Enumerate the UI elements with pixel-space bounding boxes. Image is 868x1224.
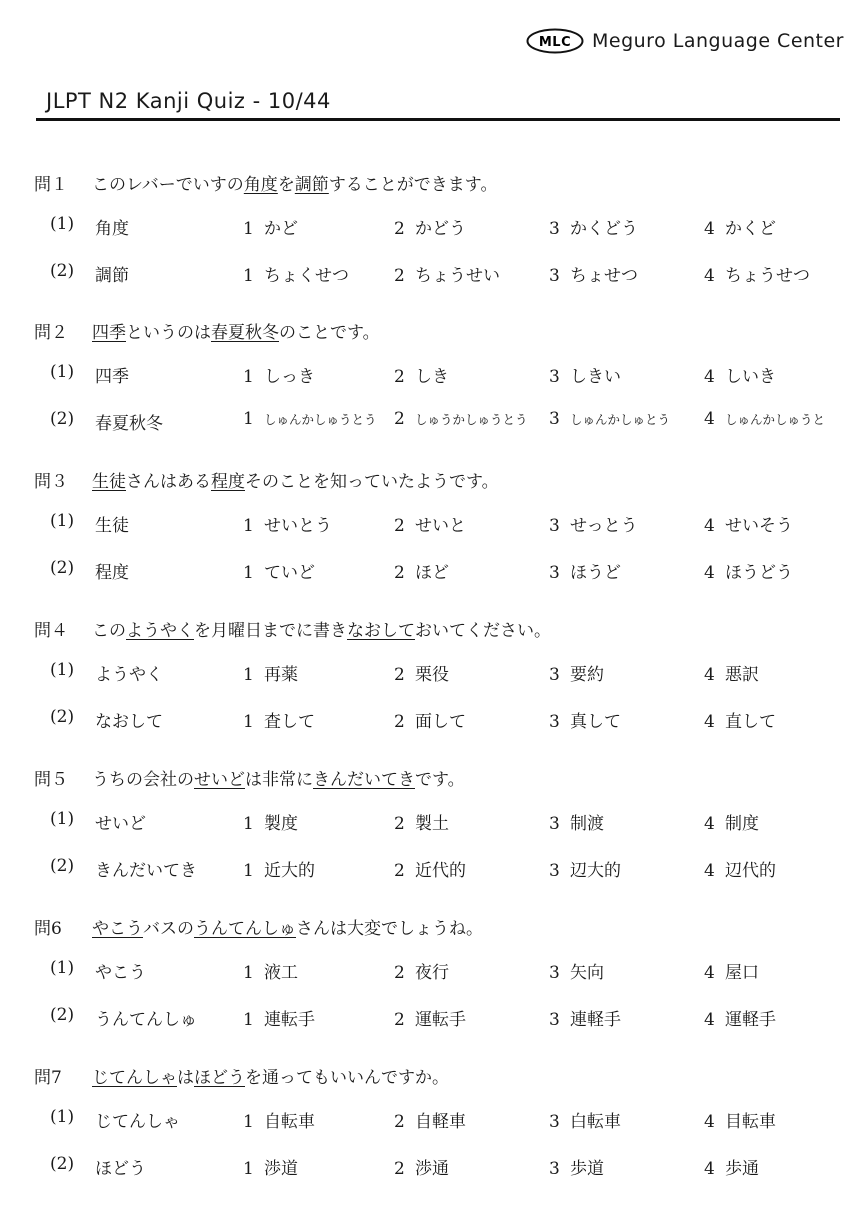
answer-choice-1[interactable] bbox=[243, 1005, 399, 1030]
choice-text: 栗役 bbox=[415, 665, 449, 685]
answer-choice-1[interactable] bbox=[243, 958, 399, 983]
item-word: 程度 bbox=[95, 563, 129, 583]
choice-number: 1 bbox=[243, 1112, 254, 1132]
item-word: やこう bbox=[95, 963, 146, 983]
answer-choice-3[interactable] bbox=[549, 511, 705, 536]
choice-text: 悪訳 bbox=[725, 665, 759, 685]
question-6-item-1 bbox=[50, 958, 850, 984]
choice-text: しっき bbox=[264, 367, 315, 387]
choice-text: 目転車 bbox=[725, 1112, 776, 1132]
question-number: 問7 bbox=[34, 1068, 62, 1088]
choice-text: ちょくせつ bbox=[264, 266, 349, 286]
choice-number: 2 bbox=[394, 409, 405, 429]
answer-choice-1[interactable] bbox=[243, 809, 399, 834]
question-4-item-2 bbox=[50, 707, 850, 733]
choice-number: 3 bbox=[549, 861, 560, 881]
underlined-target-word: ほどう bbox=[194, 1068, 245, 1088]
question-number: 問３ bbox=[34, 472, 68, 492]
item-label: (1) bbox=[50, 958, 75, 978]
answer-choice-1[interactable] bbox=[243, 707, 399, 732]
choice-text: ほど bbox=[415, 563, 449, 583]
choice-number: 4 bbox=[704, 367, 715, 387]
question-text bbox=[92, 1063, 449, 1088]
question-text bbox=[92, 318, 380, 343]
choice-number: 2 bbox=[394, 814, 405, 834]
answer-choice-2[interactable] bbox=[394, 511, 550, 536]
item-label: (2) bbox=[50, 261, 75, 281]
underlined-target-word: 角度 bbox=[243, 175, 278, 195]
question-1-item-2 bbox=[50, 261, 850, 287]
choice-number: 3 bbox=[549, 712, 560, 732]
choice-text: 矢向 bbox=[570, 963, 604, 983]
answer-choice-1[interactable] bbox=[243, 511, 399, 536]
item-word: なおして bbox=[95, 712, 163, 732]
question-6-item-2 bbox=[50, 1005, 850, 1031]
sentence-fragment: バスの bbox=[143, 919, 194, 939]
choice-number: 2 bbox=[394, 1112, 405, 1132]
question-1-sentence bbox=[34, 170, 497, 195]
sentence-fragment: することができます。 bbox=[328, 175, 498, 195]
question-4-item-1 bbox=[50, 660, 850, 686]
answer-choice-3[interactable] bbox=[549, 660, 705, 685]
choice-number: 4 bbox=[704, 1159, 715, 1179]
choice-number: 4 bbox=[704, 665, 715, 685]
answer-choice-3[interactable] bbox=[549, 362, 705, 387]
choice-text: 近代的 bbox=[415, 861, 466, 881]
choice-number: 3 bbox=[549, 665, 560, 685]
answer-choice-3[interactable] bbox=[549, 1154, 705, 1179]
answer-choice-3[interactable] bbox=[549, 958, 705, 983]
choice-text: 歩通 bbox=[725, 1159, 759, 1179]
answer-choice-1[interactable] bbox=[243, 409, 399, 429]
answer-choice-4[interactable] bbox=[704, 1005, 860, 1030]
choice-text: 運軽手 bbox=[725, 1010, 776, 1030]
answer-choice-2[interactable] bbox=[394, 261, 550, 286]
choice-text: ちょうせつ bbox=[725, 266, 810, 286]
underlined-target-word: 生徒 bbox=[92, 472, 126, 492]
question-text bbox=[92, 467, 499, 492]
question-7-item-2 bbox=[50, 1154, 850, 1180]
sentence-fragment: この bbox=[92, 621, 126, 641]
answer-choice-4[interactable] bbox=[704, 1107, 860, 1132]
item-label: (2) bbox=[50, 409, 75, 429]
choice-number: 3 bbox=[549, 1010, 560, 1030]
choice-number: 4 bbox=[704, 219, 715, 239]
choice-text: 直して bbox=[725, 712, 776, 732]
answer-choice-4[interactable] bbox=[704, 660, 860, 685]
choice-text: せいと bbox=[415, 516, 466, 536]
question-2-sentence bbox=[34, 318, 380, 343]
item-word: うんてんしゅ bbox=[95, 1010, 197, 1030]
choice-number: 1 bbox=[243, 563, 254, 583]
choice-text: かくどう bbox=[570, 219, 638, 239]
underlined-target-word: うんてんしゅ bbox=[194, 919, 296, 939]
item-label: (1) bbox=[50, 1107, 75, 1127]
choice-number: 1 bbox=[243, 963, 254, 983]
item-label: (2) bbox=[50, 856, 75, 876]
underlined-target-word: 春夏秋冬 bbox=[211, 323, 279, 343]
choice-number: 3 bbox=[549, 1159, 560, 1179]
choice-number: 1 bbox=[243, 219, 254, 239]
answer-choice-3[interactable] bbox=[549, 707, 705, 732]
answer-choice-1[interactable] bbox=[243, 1107, 399, 1132]
answer-choice-2[interactable] bbox=[394, 1005, 550, 1030]
question-7-item-1 bbox=[50, 1107, 850, 1133]
answer-choice-2[interactable] bbox=[394, 1107, 550, 1132]
choice-number: 2 bbox=[394, 516, 405, 536]
choice-number: 4 bbox=[704, 814, 715, 834]
underlined-target-word: せいど bbox=[194, 770, 245, 790]
item-word: せいど bbox=[95, 814, 146, 834]
underlined-target-word: 程度 bbox=[211, 472, 245, 492]
quiz-title: JLPT N2 Kanji Quiz - 10/44 bbox=[46, 89, 331, 113]
choice-text: 製土 bbox=[415, 814, 449, 834]
answer-choice-3[interactable] bbox=[549, 409, 705, 429]
sentence-fragment: さんは大変でしょうね。 bbox=[296, 919, 483, 939]
question-text bbox=[92, 616, 551, 641]
choice-text: 夜行 bbox=[415, 963, 449, 983]
choice-text: かどう bbox=[415, 219, 466, 239]
choice-number: 3 bbox=[549, 814, 560, 834]
logo-text: MLC bbox=[538, 35, 572, 50]
item-word: ほどう bbox=[95, 1159, 146, 1179]
title-bar bbox=[36, 84, 840, 121]
choice-number: 1 bbox=[243, 1010, 254, 1030]
choice-text: 辺代的 bbox=[725, 861, 776, 881]
question-3-item-1 bbox=[50, 511, 850, 537]
choice-number: 3 bbox=[549, 367, 560, 387]
choice-text: ちょせつ bbox=[570, 266, 638, 286]
sentence-fragment: は非常に bbox=[245, 770, 313, 790]
choice-text: ちょうせい bbox=[415, 266, 500, 286]
choice-number: 4 bbox=[704, 963, 715, 983]
answer-choice-2[interactable] bbox=[394, 362, 550, 387]
choice-text: 製度 bbox=[264, 814, 298, 834]
answer-choice-4[interactable] bbox=[704, 214, 860, 239]
choice-text: 屋口 bbox=[725, 963, 759, 983]
sentence-fragment: さんはある bbox=[126, 472, 211, 492]
question-2-item-2 bbox=[50, 409, 850, 435]
item-word: 調節 bbox=[95, 266, 129, 286]
answer-choice-2[interactable] bbox=[394, 856, 550, 881]
item-label: (2) bbox=[50, 707, 75, 727]
answer-choice-4[interactable] bbox=[704, 958, 860, 983]
answer-choice-4[interactable] bbox=[704, 1154, 860, 1179]
choice-number: 3 bbox=[549, 563, 560, 583]
answer-choice-4[interactable] bbox=[704, 707, 860, 732]
answer-choice-1[interactable] bbox=[243, 214, 399, 239]
question-number: 問４ bbox=[34, 621, 68, 641]
answer-choice-2[interactable] bbox=[394, 558, 550, 583]
choice-number: 2 bbox=[394, 665, 405, 685]
mlc-logo-icon bbox=[526, 28, 584, 54]
sentence-fragment: です。 bbox=[415, 770, 465, 790]
choice-text: 面して bbox=[415, 712, 466, 732]
choice-text: かど bbox=[264, 219, 298, 239]
item-label: (1) bbox=[50, 809, 75, 829]
choice-number: 1 bbox=[243, 814, 254, 834]
sentence-fragment: このレバーでいすの bbox=[92, 175, 244, 195]
choice-text: 真して bbox=[570, 712, 621, 732]
choice-text: 歩道 bbox=[570, 1159, 604, 1179]
choice-number: 3 bbox=[549, 516, 560, 536]
answer-choice-2[interactable] bbox=[394, 707, 550, 732]
choice-text: 渉道 bbox=[264, 1159, 298, 1179]
underlined-target-word: やこう bbox=[92, 919, 143, 939]
choice-number: 4 bbox=[704, 563, 715, 583]
underlined-target-word: きんだいてき bbox=[313, 770, 415, 790]
choice-number: 3 bbox=[549, 1112, 560, 1132]
choice-text: 自軽車 bbox=[415, 1112, 466, 1132]
choice-number: 4 bbox=[704, 266, 715, 286]
answer-choice-1[interactable] bbox=[243, 660, 399, 685]
choice-text: 要約 bbox=[570, 665, 604, 685]
question-text bbox=[92, 765, 465, 790]
sentence-fragment: を月曜日までに書き bbox=[194, 621, 347, 641]
choice-text: 連軽手 bbox=[570, 1010, 621, 1030]
answer-choice-2[interactable] bbox=[394, 1154, 550, 1179]
choice-text: しき bbox=[415, 367, 449, 387]
answer-choice-1[interactable] bbox=[243, 362, 399, 387]
item-word: きんだいてき bbox=[95, 861, 197, 881]
underlined-target-word: ようやく bbox=[126, 621, 194, 641]
choice-text: せいとう bbox=[264, 516, 332, 536]
choice-text: せいそう bbox=[725, 516, 793, 536]
item-word: ようやく bbox=[95, 665, 163, 685]
question-5-item-1 bbox=[50, 809, 850, 835]
choice-number: 4 bbox=[704, 1112, 715, 1132]
answer-choice-4[interactable] bbox=[704, 511, 860, 536]
question-1-item-1 bbox=[50, 214, 850, 240]
question-3-item-2 bbox=[50, 558, 850, 584]
choice-number: 3 bbox=[549, 409, 560, 429]
organization-name: Meguro Language Center bbox=[592, 30, 844, 52]
choice-text: 制渡 bbox=[570, 814, 604, 834]
choice-text: ほうど bbox=[570, 563, 621, 583]
sentence-fragment: のことです。 bbox=[279, 323, 380, 343]
choice-text: 連転手 bbox=[264, 1010, 315, 1030]
item-label: (1) bbox=[50, 214, 75, 234]
answer-choice-4[interactable] bbox=[704, 856, 860, 881]
answer-choice-4[interactable] bbox=[704, 558, 860, 583]
choice-text: しゅうかしゅうとう bbox=[415, 412, 528, 427]
choice-text: しいき bbox=[725, 367, 776, 387]
question-4-sentence bbox=[34, 616, 551, 641]
choice-text: しゅんかしゅうと bbox=[725, 412, 826, 427]
answer-choice-3[interactable] bbox=[549, 261, 705, 286]
item-label: (2) bbox=[50, 558, 75, 578]
underlined-target-word: 調節 bbox=[294, 175, 329, 195]
choice-number: 2 bbox=[394, 367, 405, 387]
item-word: 春夏秋冬 bbox=[95, 414, 163, 434]
header bbox=[526, 28, 844, 54]
item-word: じてんしゃ bbox=[95, 1112, 180, 1132]
underlined-target-word: なおして bbox=[347, 621, 415, 641]
choice-text: 自転車 bbox=[264, 1112, 315, 1132]
choice-number: 1 bbox=[243, 861, 254, 881]
answer-choice-3[interactable] bbox=[549, 809, 705, 834]
question-5-item-2 bbox=[50, 856, 850, 882]
choice-text: しゅんかしゅとう bbox=[570, 412, 671, 427]
item-label: (1) bbox=[50, 362, 75, 382]
choice-number: 1 bbox=[243, 1159, 254, 1179]
question-number: 問２ bbox=[34, 323, 68, 343]
answer-choice-3[interactable] bbox=[549, 1005, 705, 1030]
answer-choice-3[interactable] bbox=[549, 214, 705, 239]
question-text bbox=[92, 914, 483, 939]
question-2-item-1 bbox=[50, 362, 850, 388]
choice-number: 1 bbox=[243, 367, 254, 387]
question-7-sentence bbox=[34, 1063, 449, 1088]
choice-number: 3 bbox=[549, 219, 560, 239]
choice-number: 1 bbox=[243, 712, 254, 732]
choice-text: 制度 bbox=[725, 814, 759, 834]
choice-number: 3 bbox=[549, 266, 560, 286]
underlined-target-word: じてんしゃ bbox=[92, 1068, 177, 1088]
question-number: 問１ bbox=[34, 175, 68, 195]
choice-number: 2 bbox=[394, 266, 405, 286]
sentence-fragment: そのことを知っていたようです。 bbox=[245, 472, 499, 492]
answer-choice-1[interactable] bbox=[243, 1154, 399, 1179]
question-6-sentence bbox=[34, 914, 483, 939]
sentence-fragment: というのは bbox=[126, 323, 211, 343]
sentence-fragment: おいてください。 bbox=[415, 621, 551, 641]
choice-number: 4 bbox=[704, 1010, 715, 1030]
choice-number: 2 bbox=[394, 963, 405, 983]
choice-number: 4 bbox=[704, 861, 715, 881]
sentence-fragment: を bbox=[277, 175, 295, 195]
item-label: (1) bbox=[50, 511, 75, 531]
question-5-sentence bbox=[34, 765, 465, 790]
choice-text: 白転車 bbox=[570, 1112, 621, 1132]
answer-choice-3[interactable] bbox=[549, 558, 705, 583]
sentence-fragment: を通ってもいいんですか。 bbox=[245, 1068, 449, 1088]
question-number: 問５ bbox=[34, 770, 68, 790]
choice-text: 再薬 bbox=[264, 665, 298, 685]
choice-text: ていど bbox=[264, 563, 315, 583]
choice-number: 2 bbox=[394, 219, 405, 239]
choice-text: しきい bbox=[570, 367, 621, 387]
question-number: 問6 bbox=[34, 919, 62, 939]
answer-choice-2[interactable] bbox=[394, 409, 550, 429]
answer-choice-4[interactable] bbox=[704, 362, 860, 387]
choice-number: 2 bbox=[394, 1010, 405, 1030]
item-word: 生徒 bbox=[95, 516, 129, 536]
answer-choice-2[interactable] bbox=[394, 214, 550, 239]
choice-text: かくど bbox=[725, 219, 776, 239]
question-3-sentence bbox=[34, 467, 499, 492]
choice-number: 1 bbox=[243, 266, 254, 286]
choice-text: 査して bbox=[264, 712, 315, 732]
answer-choice-1[interactable] bbox=[243, 856, 399, 881]
choice-number: 3 bbox=[549, 963, 560, 983]
sentence-fragment: うちの会社の bbox=[92, 770, 194, 790]
choice-number: 4 bbox=[704, 712, 715, 732]
sentence-fragment: は bbox=[177, 1068, 194, 1088]
answer-choice-3[interactable] bbox=[549, 856, 705, 881]
choice-number: 2 bbox=[394, 712, 405, 732]
answer-choice-1[interactable] bbox=[243, 261, 399, 286]
underlined-target-word: 四季 bbox=[92, 323, 126, 343]
answer-choice-1[interactable] bbox=[243, 558, 399, 583]
choice-number: 1 bbox=[243, 409, 254, 429]
choice-number: 4 bbox=[704, 409, 715, 429]
choice-number: 2 bbox=[394, 563, 405, 583]
choice-text: 渉通 bbox=[415, 1159, 449, 1179]
answer-choice-2[interactable] bbox=[394, 809, 550, 834]
answer-choice-4[interactable] bbox=[704, 809, 860, 834]
choice-text: 運転手 bbox=[415, 1010, 466, 1030]
answer-choice-4[interactable] bbox=[704, 261, 860, 286]
item-label: (2) bbox=[50, 1154, 75, 1174]
choice-text: しゅんかしゅうとう bbox=[264, 412, 377, 427]
choice-text: 液工 bbox=[264, 963, 298, 983]
choice-number: 1 bbox=[243, 665, 254, 685]
choice-text: ほうどう bbox=[725, 563, 793, 583]
item-label: (1) bbox=[50, 660, 75, 680]
item-word: 角度 bbox=[95, 219, 129, 239]
item-label: (2) bbox=[50, 1005, 75, 1025]
choice-text: 近大的 bbox=[264, 861, 315, 881]
answer-choice-2[interactable] bbox=[394, 660, 550, 685]
choice-number: 2 bbox=[394, 1159, 405, 1179]
answer-choice-4[interactable] bbox=[704, 409, 860, 429]
choice-text: せっとう bbox=[570, 516, 638, 536]
question-text bbox=[92, 170, 497, 195]
choice-number: 1 bbox=[243, 516, 254, 536]
choice-number: 4 bbox=[704, 516, 715, 536]
answer-choice-3[interactable] bbox=[549, 1107, 705, 1132]
item-word: 四季 bbox=[95, 367, 129, 387]
choice-text: 辺大的 bbox=[570, 861, 621, 881]
choice-number: 2 bbox=[394, 861, 405, 881]
answer-choice-2[interactable] bbox=[394, 958, 550, 983]
